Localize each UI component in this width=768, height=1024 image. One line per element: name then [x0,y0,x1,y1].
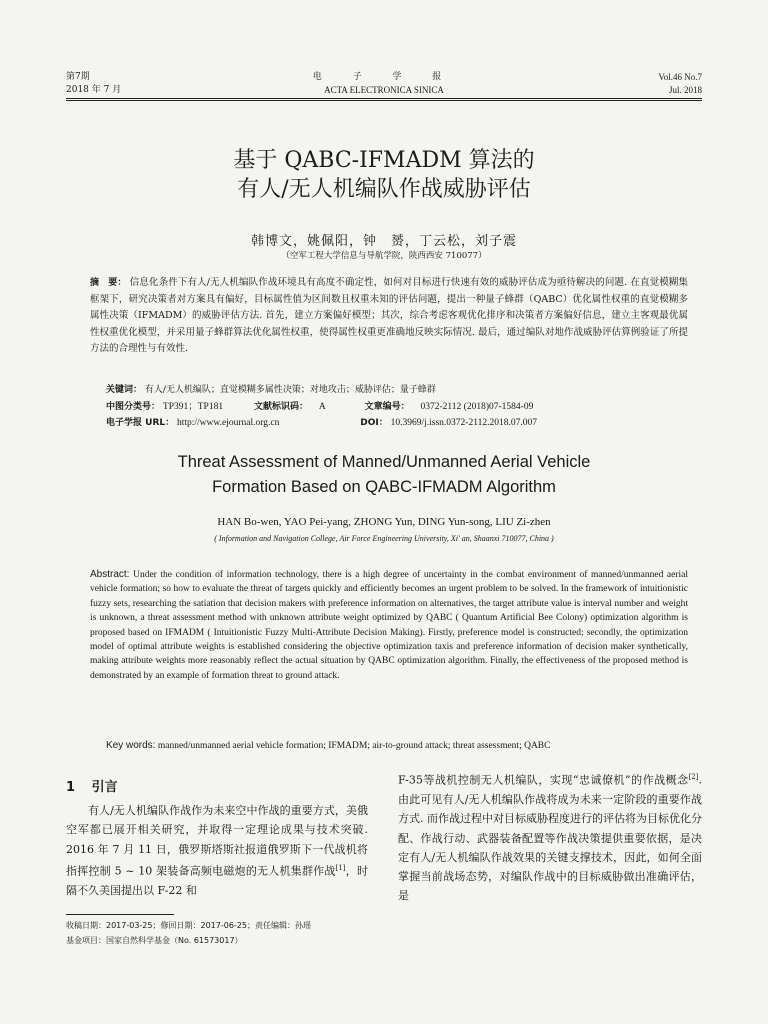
authors-cn: 韩博文，姚佩阳，钟 赟，丁云松，刘子震 [250,234,517,249]
abstract-en-text: Under the condition of information technology, there is a high degree of uncertainty in the combat environment of manned/unmanned aerial vehicle formation; so how to evaluate the threat of targets quickly and efficiently becomes an urgent problem to be solved. In the framework of intuitionistic fuzzy sets, researching the satiation that decision makers with preference information on alternatives, the target attribute value is interval number and weight is unknown, a threat assessment method with unknown attribute weight optimized by QABC ( Quantum Artificial Bee Colony) optimization algorithm is proposed based on IFMADM ( Intuitionistic Fuzzy Multi-Attribute Decision Making). Firstly, preference model is constructed; secondly, the optimization model of optimal attribute weights is established considering the objective optimization taxis and preference information of decision maker synthetically, making attribute weights more reasonably reflect the actual situation by QABC optimization algorithm. Finally, the effectiveness of the proposed method is demonstrated by an example of formation threat to ground attack. [90,570,689,681]
abstract-cn-text: 信息化条件下有人/无人机编队作战环境具有高度不确定性，如何对目标进行快速有效的威胁评估成为亟待解决的问题. 在直觉模糊集框架下，研究决策者对方案具有偏好，目标属性值为区间数且权重未知的评估问题，提出一种量子蜂群（QABC）优化属性权重的直觉模糊多属性决策（IFMADM）的威胁评估方法. 首先，建立方案偏好模型；其次，综合考虑客观优化排序和决策者方案偏好信息，建立主客观最优属性权重优化模型，并采用量子蜂群算法优化属性权重，使得属性权重更准确地反映实际情况. 最后，通过编队对地作战威胁评估算例验证了所提方法的合理性与有效性. [90,277,688,354]
body-column-right [398,768,702,906]
title-en-line1: Threat Assessment of Manned/Unmanned Aerial Vehicle [177,453,591,471]
header-rule [66,98,702,99]
journal-name-en: ACTA ELECTRONICA SINICA [324,85,444,95]
keywords-en-label: Key words: [106,740,156,751]
date-en: Jul. 2018 [668,85,702,95]
volume-number: Vol.46 No.7 [658,72,702,82]
footnote-dates: 收稿日期：2017-03-25；修回日期：2017-06-25；责任编辑：孙瑶 [66,921,311,930]
url-label: 电子学报 URL： [106,418,175,428]
body-right-text-cont: . 由此可见有人/无人机编队作战将成为未来一定阶段的重要作战方式. 而作战过程中对目标威胁程度进行的评估将为目标优化分配、作战行动、武器装备配置等作战决策提供重要依据，是决定有人/无人机编队作战效果的关键支撑技术，因此，如何全面掌握当前战场态势，对编队作战中的目标威胁做出准确评估，是 [398,773,702,903]
body-left-text-cont: ，时隔不久美国提出以 F-22 和 [66,864,368,897]
journal-name-cn: 电 子 学 报 [312,72,456,82]
section-heading [66,776,118,795]
url-value[interactable]: http://www.ejournal.org.cn [176,418,280,428]
abstract-en-label: Abstract: [90,569,130,580]
issue-date: 2018 年 7 月 [66,85,122,95]
url-row [106,416,696,430]
article-no-label: 文章编号： [364,402,410,412]
title-cn-line2: 有人/无人机编队作战威胁评估 [237,177,531,202]
section-number: 1 [66,780,76,795]
doi-value: 10.3969/j.issn.0372-2112.2018.07.007 [390,418,537,428]
keywords-cn-label: 关键词： [106,385,143,395]
clc-label: 中图分类号： [106,402,161,412]
issue-number: 第7期 [66,72,90,82]
doi-label: DOI： [360,418,388,428]
body-right-text: F-35等战机控制无人机编队，实现“忠诚僚机”的作战概念 [398,773,689,787]
keywords-cn-text: 有人/无人机编队；直觉模糊多属性决策；对地攻击；威胁评估；量子蜂群 [144,385,436,395]
title-en-line2: Formation Based on QABC-IFMADM Algorithm [212,478,556,496]
paper-title-cn [66,146,702,204]
title-cn-line1: 基于 QABC-IFMADM 算法的 [233,148,535,173]
doc-code-label: 文献标识码： [253,402,308,412]
affiliation-cn: （空军工程大学信息与导航学院，陕西西安 710077） [281,251,487,261]
paper-title-en [66,450,702,500]
article-no-value: 0372-2112 (2018)07-1584-09 [420,402,534,412]
body-column-left [66,801,368,900]
citation-ref-2[interactable]: [2] [688,773,699,781]
abstract-cn [90,275,688,358]
running-header-left [66,71,186,97]
keywords-en [106,740,696,751]
abstract-en [90,568,688,683]
keywords-cn [106,383,696,397]
classification-row [106,400,696,414]
body-left-text: 有人/无人机编队作战作为未来空中作战的重要方式，美俄空军都已展开相关研究，并取得一定理论成果与技术突破. 2016 年 7 月 11 日，俄罗斯塔斯社报道俄罗斯下一代战机将指挥控制 5 ~ 10 架装备高频电磁炮的无人机集群作战 [66,804,368,878]
clc-value: TP391；TP181 [162,402,224,412]
authors-en: HAN Bo-wen, YAO Pei-yang, ZHONG Yun, DING Yun-song, LIU Zi-zhen [217,516,551,528]
citation-ref-1[interactable]: [1] [335,863,346,872]
doc-code-value: A [318,402,326,412]
section-title: 引言 [91,780,118,795]
running-header-center [234,71,534,97]
keywords-en-text: manned/unmanned aerial vehicle formation; IFMADM; air-to-ground attack; threat assessment; QABC [157,741,551,751]
affiliation-en: ( Information and Navigation College, Air Force Engineering University, Xi' an, Shaanxi 710077, China ) [214,534,554,543]
footnote-rule [66,914,174,915]
abstract-cn-label: 摘 要： [90,278,127,288]
header-rule-thin [66,100,702,101]
footnote-fund: 基金项目：国家自然科学基金（No. 61573017） [66,936,243,945]
running-header-right [560,71,702,97]
